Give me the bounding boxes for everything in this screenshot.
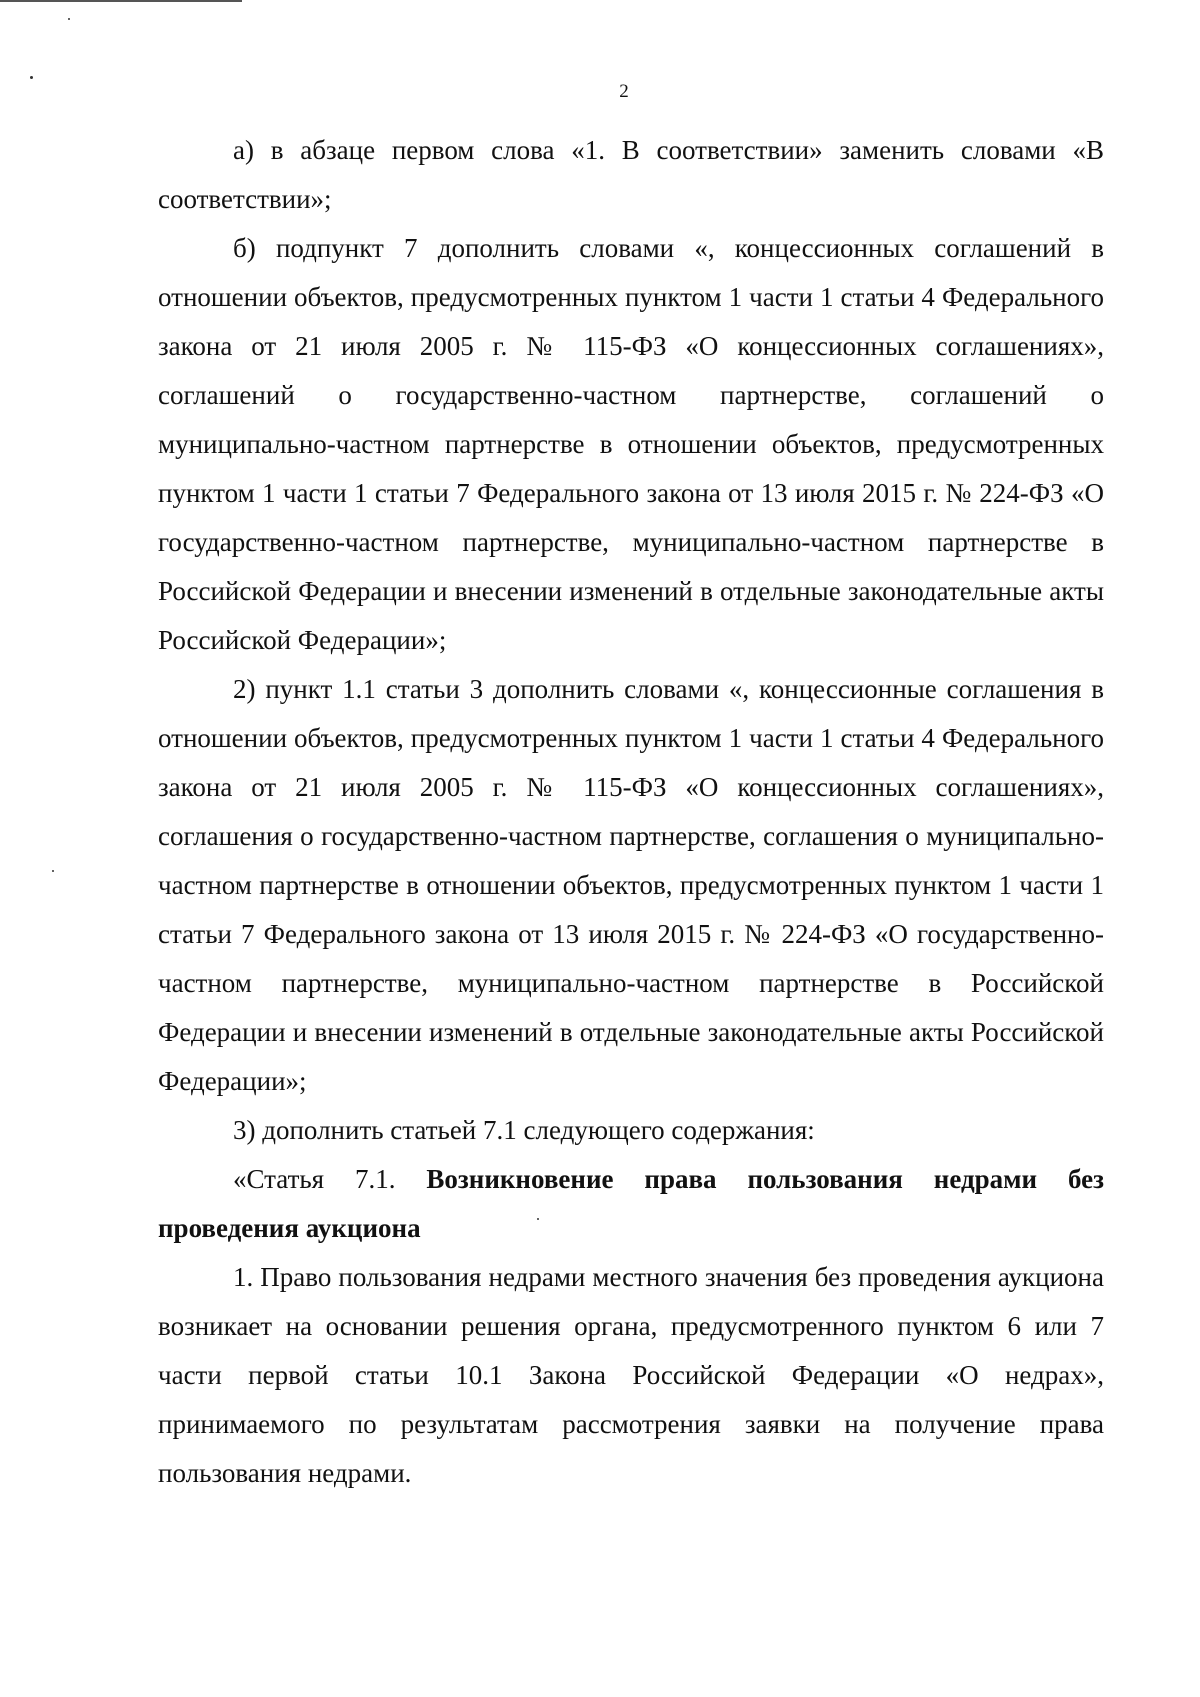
scan-speck (52, 870, 54, 872)
paragraph-article-part-1: 1. Право пользования недрами местного значения без проведения аукциона возникает на основании решения органа, предусмотренного пунктом 6 или 7 части первой статьи 10.1 Закона Российской Федерации «О недрах», принимаемого по результатам рассмотрения заявки на получение права пользования недрами. (158, 1262, 1104, 1488)
scan-speck (68, 18, 70, 20)
document-body (158, 126, 1104, 1498)
scan-speck (30, 76, 33, 79)
article-heading (158, 1155, 1104, 1253)
paragraph-item-3: 3) дополнить статьей 7.1 следующего содержания: (233, 1115, 815, 1145)
article-heading-title: Возникновение права пользования недрами без проведения аукциона (158, 1164, 1104, 1243)
article-heading-prefix: «Статья 7.1. (233, 1164, 427, 1194)
paragraph-amend-b: б) подпункт 7 дополнить словами «, концессионных соглашений в отношении объектов, предусмотренных пунктом 1 части 1 статьи 4 Федерального закона от 21 июля 2005 г. № 115-ФЗ «О концессионных соглашениях», соглашений о государственно-частном партнерстве, соглашений о муниципально-частном партнерстве в отношении объектов, предусмотренных пунктом 1 части 1 статьи 7 Федерального закона от 13 июля 2015 г. № 224-ФЗ «О государственно-частном партнерстве, муниципально-частном партнерстве в Российской Федерации и внесении изменений в отдельные законодательные акты Российской Федерации»; (158, 233, 1104, 655)
paragraph-amend-a: а) в абзаце первом слова «1. В соответствии» заменить словами «В соответствии»; (158, 135, 1104, 214)
scan-edge-line (0, 0, 242, 2)
page-number: 2 (619, 81, 629, 102)
paragraph-item-2: 2) пункт 1.1 статьи 3 дополнить словами «, концессионные соглашения в отношении объектов, предусмотренных пунктом 1 части 1 статьи 4 Федерального закона от 21 июля 2005 г. № 115-ФЗ «О концессионных соглашениях», соглашения о государственно-частном партнерстве, соглашения о муниципально-частном партнерстве в отношении объектов, предусмотренных пунктом 1 части 1 статьи 7 Федерального закона от 13 июля 2015 г. № 224-ФЗ «О государственно-частном партнерстве, муниципально-частном партнерстве в Российской Федерации и внесении изменений в отдельные законодательные акты Российской Федерации»; (158, 674, 1104, 1096)
